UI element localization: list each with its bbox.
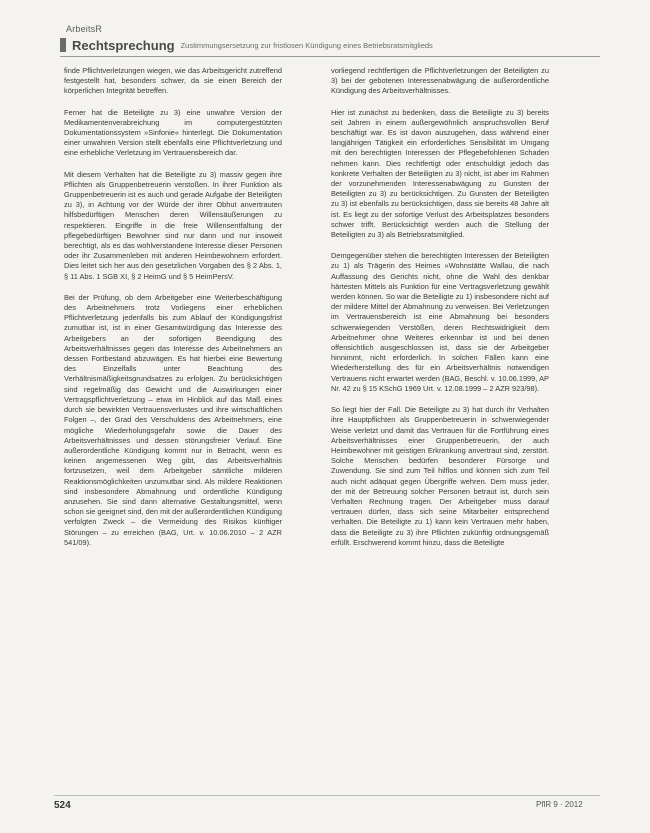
header-subtitle: Zustimmungsersetzung zur fristlosen Kündigung eines Betriebsratsmitglieds — [180, 40, 433, 50]
running-header — [60, 37, 600, 53]
paragraph: finde Pflichtverletzungen wiegen, wie das Arbeitsgericht zutreffend festgestellt hat, besonders schwer, da sie einen Bereich der körperlichen Integrität betreffen. — [64, 66, 282, 96]
header-divider — [60, 56, 600, 57]
left-column — [64, 66, 282, 559]
paragraph: Bei der Prüfung, ob dem Arbeitgeber eine Weiterbeschäftigung des Arbeitnehmers trotz Vorliegens einer erheblichen Pflichtverletzung jedenfalls bis zum Ablauf der Kündigungsfrist zumutbar ist, ist in einer Gesamtwürdigung das Interesse des Arbeitgebers an der sofortigen Beendigung des Arbeitsverhältnisses gegen das Interesse des Arbeitnehmers an dessen Fortbestand abzuwägen. Es hat hierbei eine Bewertung des Einzelfalls unter Beachtung des Verhältnismäßigkeitsgrundsatzes zu erfolgen. Zu berücksichtigen sind regelmäßig das Gewicht und die Auswirkungen einer Vertragspflichtverletzung – etwa im Hinblick auf das Maß eines durch sie bewirkten Vertrauensverlustes und ihre wirtschaftlichen Folgen –, der Grad des Verschuldens des Arbeitnehmers, eine mögliche Wiederholungsgefahr sowie die Dauer des Arbeitsverhältnisses und dessen störungsfreier Verlauf. Eine außerordentliche Kündigung kommt nur in Betracht, wenn es keinen angemessenen Weg gibt, das Arbeitsverhältnis fortzusetzen, weil dem Arbeitgeber sämtliche milderen Reaktionsmöglichkeiten unzumutbar sind. Als mildere Reaktionen sind insbesondere Abmahnung und ordentliche Kündigung anzusehen. Sie sind dann alternative Gestaltungsmittel, wenn schon sie geeignet sind, den mit der außerordentlichen Kündigung verfolgten Zweck – die Vermeidung des Risikos künftiger Störungen – zu erreichen (BAG, Urt. v. 10.06.2010 – 2 AZR 541/09). — [64, 292, 282, 547]
section-label: ArbeitsR — [66, 24, 103, 34]
header-accent-bar — [60, 38, 66, 52]
paragraph: So liegt hier der Fall. Die Beteiligte zu 3) hat durch ihr Verhalten ihre Hauptpflichten als Gruppenbetreuerin in schwerwiegender Weise verletzt und damit das Vertrauen für die Fortführung eines Arbeitsverhältnisses einer Gruppenbetreuerin, der auch Heimbewohner mit geistigen Erkrankung anvertraut sind, zerstört. Solche Menschen bedürfen besonderer Fürsorge und Zuwendung. Sie sind zum Teil hilflos und können sich zum Teil auch nicht adäquat gegen Übergriffe wehren. Dem muss jeder, der mit der Betreuung solcher Personen betraut ist, durch sein Verhalten Rechnung tragen. Der Arbeitgeber muss darauf vertrauen dürfen, dass sich seine Mitarbeiter entsprechend verhalten. Die Beteiligte zu 1) kann kein Vertrauen mehr haben, dass die Beteiligte zu 3) ihre Pflichten zukünftig ordnungsgemäß erfüllt. Erschwerend kommt hinzu, dass die Beteiligte — [331, 405, 549, 547]
paragraph: Demgegenüber stehen die berechtigten Interessen der Beteiligten zu 1) als Trägerin des Heimes »Wohnstätte Wallau, die nach Auffassung des Gerichts nicht, ohne die Wahl des denkbar härtesten Mittels als Funktion für eine Vertragsverletzung gewählt werden können. So war die Beteiligte zu 1) insbesondere nicht auf der mildere Mittel der Abmahnung zu verweisen. Bei Verletzungen im Vertrauensbereich ist eine Abmahnung bei besonders schwerwiegenden Verstößen, deren Rechtswidrigkeit dem Arbeitnehmer ohne Weiteres erkennbar ist und bei denen offensichtlich ausgeschlossen ist, dass sie der Arbeitgeber hinnimmt, nicht erforderlich. In solchen Fällen kann eine Wiederherstellung des für ein Arbeitsverhältnis notwendigen Vertrauens nicht erwartet werden (BAG, Beschl. v. 10.06.1999, AP Nr. 42 zu § 15 KSchG 1969 Urt. v. 12.08.1999 – 2 AZR 923/98). — [331, 251, 549, 393]
journal-issue: PflR 9 · 2012 — [536, 800, 583, 809]
paragraph: vorliegend rechtfertigen die Pflichtverletzungen der Beteiligten zu 3) bei der gebotenen Interessenabwägung die außerordentliche Kündigung des Arbeitsverhältnisses. — [331, 66, 549, 96]
page-number: 524 — [54, 800, 71, 811]
paragraph: Hier ist zunächst zu bedenken, dass die Beteiligte zu 3) bereits seit Jahren in einem außergewöhnlich anspruchsvollen Beruf beschäftigt war. Es ist davon auszugehen, dass während einer langjährigen Tätigkeit ein erforderliches Sensibilität im Umgang mit den berechtigten Interessen der Pflegebefohlenen Schaden nehmen kann. Dies rechtfertigt oder entschuldigt jedoch das konkrete Verhalten der Beteiligten zu 3) nicht, ist aber im Rahmen der vorzunehmenden Interessenabwägung zu Gunsten der Beteiligten zu 3) zu berücksichtigen. Zu Gunsten der Beteiligten zu 3) ist ebenfalls zu berücksichtigen, dass sie bereits 48 Jahre alt ist. Es liegt zu der sofortige Verlust des Arbeitsplatzes besonders schwer trifft. Berücksichtigt werden auch die Stellung der Beteiligten zu 3) als Betriebsratsmitglied. — [331, 107, 549, 240]
footer-divider — [54, 795, 600, 796]
header-title: Rechtsprechung — [72, 37, 175, 53]
paragraph: Mit diesem Verhalten hat die Beteiligte zu 3) massiv gegen ihre Pflichten als Gruppenbetreuerin verstoßen. In ihrer Funktion als Gruppenbetreuerin ist es auch und gerade Aufgabe der Beteiligten zu 3), in Achtung vor der Würde der ihrer Obhut anvertrauten hilfsbedürftigen Menschen deren Willensäußerungen zu respektieren. Eingriffe in die freie Willensentfaltung der pflegebedürftigen Bewohner sind nur dann und nur insoweit berechtigt, als es das wohlverstandene Interesse dieser Personen oder ihr Zusammenleben mit anderen Heimbewohnern erfordert. Dies leitet sich her aus den gesetzlichen Vorgaben des § 2 Abs. 1, § 11 Abs. 1 SGB XI, § 2 HeimG und § 5 HeimPersV. — [64, 169, 282, 281]
paragraph: Ferner hat die Beteiligte zu 3) eine unwahre Version der Medikamentenverabreichung im computergestützten Dokumentationssystem »Sinfonie« hinterlegt. Die Dokumentation einer unwahren Version stellt ebenfalls eine Pflichtverletzung und eine erhebliche Verletzung im Vertrauensbereich dar. — [64, 107, 282, 158]
right-column — [331, 66, 549, 559]
